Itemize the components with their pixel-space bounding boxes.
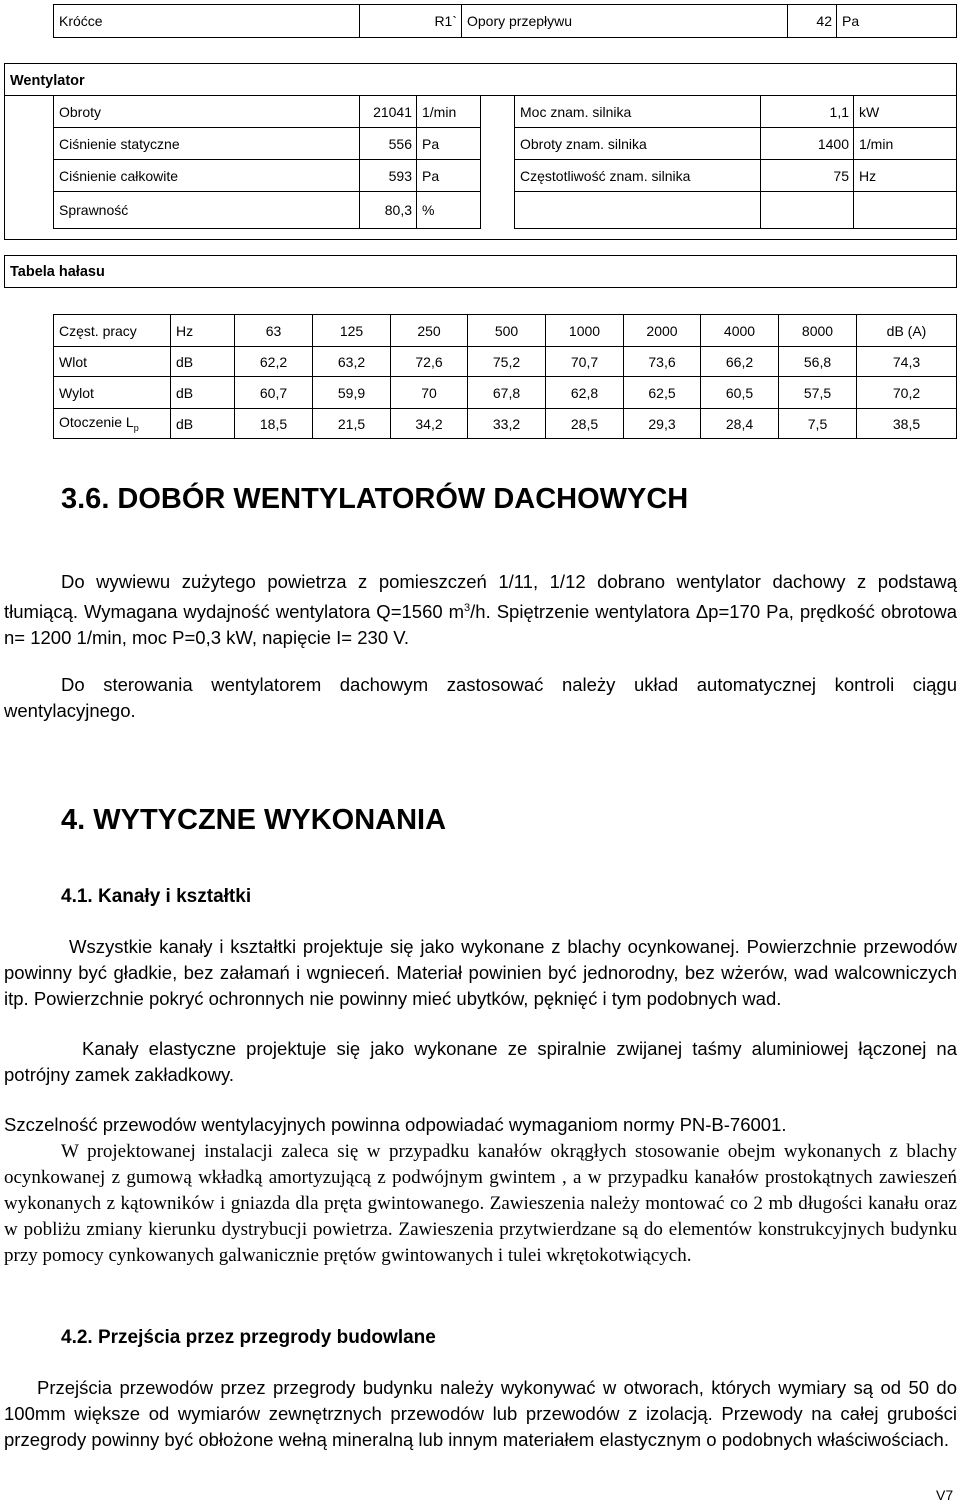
motor-row-unit: Hz [854, 160, 957, 192]
fan-header: Wentylator [10, 73, 85, 89]
fittings-code: R1` [360, 5, 462, 38]
noise-row-unit: dB [171, 377, 235, 409]
noise-col-header: dB (A) [857, 315, 957, 347]
fan-row-unit: Pa [417, 128, 481, 160]
motor-row-value: 1,1 [761, 96, 854, 128]
noise-table [53, 314, 957, 439]
noise-cell: 34,2 [391, 409, 468, 439]
noise-row-label: Wlot [54, 347, 171, 377]
noise-cell: 28,4 [701, 409, 779, 439]
noise-cell: 62,5 [624, 377, 701, 409]
noise-cell: 73,6 [624, 347, 701, 377]
motor-row-value: 1400 [761, 128, 854, 160]
noise-header: Tabela hałasu [10, 264, 105, 280]
noise-cell: 60,7 [235, 377, 313, 409]
section-41-paragraph-4: W projektowanej instalacji zaleca się w przypadku kanałów okrągłych stosowanie obejm wykonanych z blachy ocynkowanej z gumową wkładką amortyzującą z podwójnym gwintem , a w przypadku kanałów prostokątnych zawieszeń wykonanych z kątowników i gniazda dla pręta gwintowanego. Zawieszenia należy montować co 2 mb długości kanału oraz w pobliżu zmiany kierunku dystrybucji powietrza. Zawieszenia przytwierdzane są do elementów konstrukcyjnych budynku przy pomocy cynkowanych galwanicznie prętów gwintowanych i tulei wkrętokotwiących. [4, 1141, 957, 1266]
section-4-title: 4. WYTYCZNE WYKONANIA [61, 804, 447, 836]
fan-row-value: 80,3 [360, 192, 417, 229]
noise-col-header: 125 [313, 315, 391, 347]
fan-row-unit: % [417, 192, 481, 229]
noise-cell: 57,5 [779, 377, 857, 409]
noise-cell: 28,5 [546, 409, 624, 439]
motor-row-value: 75 [761, 160, 854, 192]
fan-row-unit: Pa [417, 160, 481, 192]
fan-row-value: 593 [360, 160, 417, 192]
section-42-paragraph-1: Przejścia przewodów przez przegrody budynku należy wykonywać w otworach, których wymiary są od 50 do 100mm większe od wymiarów zewnętrznych przewodów lub przewodów z izolacją. Przewody na całej grubości przegrody powinny być obłożone wełną mineralną lub innym materiałem elastycznym o podobnych właściwościach. [4, 1377, 957, 1450]
resistance-unit: Pa [837, 5, 957, 38]
noise-cell: 21,5 [313, 409, 391, 439]
noise-cell: 70 [391, 377, 468, 409]
noise-col-header: Hz [171, 315, 235, 347]
resistance-label: Opory przepływu [462, 5, 788, 38]
noise-cell: 67,8 [468, 377, 546, 409]
motor-row-unit: 1/min [854, 128, 957, 160]
section-36-paragraph-2: Do sterowania wentylatorem dachowym zastosować należy układ automatycznej kontroli ciągu wentylacyjnego. [4, 674, 957, 721]
noise-cell: 33,2 [468, 409, 546, 439]
motor-row-unit: kW [854, 96, 957, 128]
section-41-paragraph-1: Wszystkie kanały i kształtki projektuje się jako wykonane z blachy ocynkowanej. Powierzchnie przewodów powinny być gładkie, bez załamań i wgnieceń. Materiał powinien być jednorodny, bez wżerów, wad walcowniczych itp. Powierzchnie pokryć ochronnych nie powinny mieć ubytków, pęknięć i tym podobnych wad. [4, 936, 957, 1009]
fan-row-value: 556 [360, 128, 417, 160]
noise-section [4, 255, 957, 288]
noise-cell: 56,8 [779, 347, 857, 377]
noise-row-unit: dB [171, 347, 235, 377]
noise-row-unit: dB [171, 409, 235, 439]
noise-row-label: Wylot [54, 377, 171, 409]
section-41-paragraph-3: Szczelność przewodów wentylacyjnych powinna odpowiadać wymaganiom normy PN-B-76001. [4, 1114, 787, 1135]
motor-row-name: Obroty znam. silnika [515, 128, 761, 160]
noise-col-header: 250 [391, 315, 468, 347]
fittings-table [53, 4, 957, 38]
noise-cell: 66,2 [701, 347, 779, 377]
motor-row-name: Częstotliwość znam. silnika [515, 160, 761, 192]
noise-cell: 74,3 [857, 347, 957, 377]
section-36-title: 3.6. DOBÓR WENTYLATORÓW DACHOWYCH [61, 483, 689, 515]
fan-row-unit: 1/min [417, 96, 481, 128]
noise-col-header: 8000 [779, 315, 857, 347]
fan-table [53, 95, 957, 229]
noise-cell: 18,5 [235, 409, 313, 439]
resistance-value: 42 [788, 5, 837, 38]
motor-row-name: Moc znam. silnika [515, 96, 761, 128]
noise-col-header: 63 [235, 315, 313, 347]
noise-cell: 72,6 [391, 347, 468, 377]
noise-col-header: 500 [468, 315, 546, 347]
page-mark: V7 [936, 1487, 954, 1503]
noise-cell: 70,7 [546, 347, 624, 377]
fittings-label: Króćce [54, 5, 360, 38]
fan-row-name: Sprawność [54, 192, 360, 229]
noise-cell: 60,5 [701, 377, 779, 409]
section-42-title: 4.2. Przejścia przez przegrody budowlane [61, 1327, 436, 1348]
noise-cell: 29,3 [624, 409, 701, 439]
section-41-paragraph-2: Kanały elastyczne projektuje się jako wykonane ze spiralnie zwijanej taśmy aluminiowej łączonej na potrójny zamek zakładkowy. [4, 1038, 957, 1085]
fan-row-value: 21041 [360, 96, 417, 128]
noise-col-header: 4000 [701, 315, 779, 347]
section-36-paragraph-1: Do wywiewu zużytego powietrza z pomieszczeń 1/11, 1/12 dobrano wentylator dachowy z podstawą tłumiącą. Wymagana wydajność wentylatora Q=1560 $m^3/h$. Spiętrzenie wentylatora Δp=170 Pa, prędkość obrotowa n= 1200 1/min, moc P=0,3 kW, napięcie I= 230 V. [4, 571, 957, 649]
fan-row-name: Ciśnienie całkowite [54, 160, 360, 192]
section-41-title: 4.1. Kanały i kształtki [61, 886, 252, 907]
fan-row-name: Obroty [54, 96, 360, 128]
fan-row-name: Ciśnienie statyczne [54, 128, 360, 160]
noise-cell: 70,2 [857, 377, 957, 409]
noise-col-header: 2000 [624, 315, 701, 347]
noise-cell: 59,9 [313, 377, 391, 409]
noise-cell: 62,2 [235, 347, 313, 377]
noise-cell: 7,5 [779, 409, 857, 439]
noise-cell: 38,5 [857, 409, 957, 439]
noise-cell: 63,2 [313, 347, 391, 377]
noise-cell: 75,2 [468, 347, 546, 377]
noise-col-header: Częst. pracy [54, 315, 171, 347]
noise-cell: 62,8 [546, 377, 624, 409]
noise-col-header: 1000 [546, 315, 624, 347]
noise-row-label: Otoczenie $L_p$ [54, 409, 171, 439]
